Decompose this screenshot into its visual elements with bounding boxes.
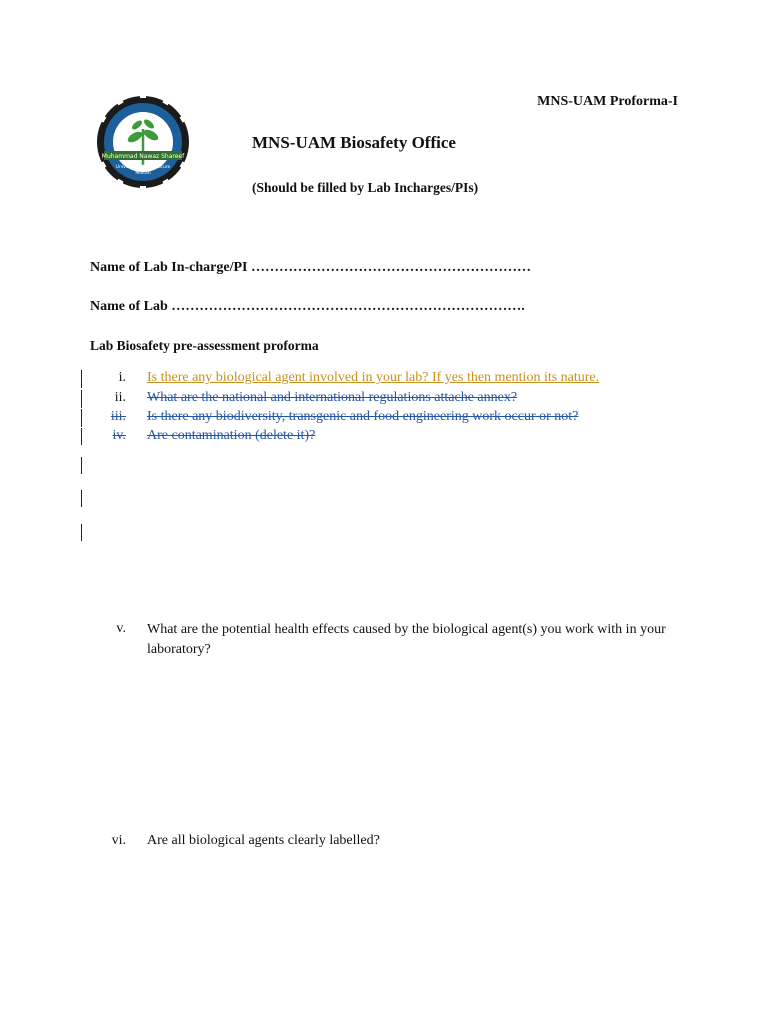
question-text: Is there any biological agent involved in your lab? If yes then mention its nature. (147, 370, 600, 385)
document-code: MNS-UAM Proforma-I (537, 94, 678, 109)
question-number: iii. (110, 409, 126, 424)
question-text: Is there any biodiversity, transgenic and food engineering work occur or not? (147, 409, 579, 424)
question-text: What are the potential health effects caused by the biological agent(s) you work with in your laboratory? (147, 622, 666, 657)
question-text: What are the national and international regulations attache annex? (147, 390, 518, 405)
university-logo (90, 93, 196, 191)
question-text: Are contamination (delete it)? (147, 428, 316, 443)
change-bar (81, 370, 82, 388)
change-bar (81, 490, 82, 507)
change-bar (81, 428, 82, 445)
university-seal-icon (90, 93, 196, 191)
change-bar (81, 409, 82, 427)
logo-city-text: Multan (135, 171, 151, 176)
question-text: Are all biological agents clearly labelled? (147, 833, 380, 848)
question-number: vi. (111, 833, 126, 848)
question-number: ii. (114, 390, 126, 405)
logo-banner-text: Muhammad Nawaz Shareef (101, 153, 185, 160)
lab-name-field: Name of Lab …………………………………………………………………. (90, 299, 525, 314)
office-title: MNS-UAM Biosafety Office (252, 133, 456, 152)
question-number: v. (116, 621, 126, 636)
section-heading: Lab Biosafety pre-assessment proforma (90, 338, 319, 353)
change-bar (81, 390, 82, 408)
lab-incharge-field: Name of Lab In-charge/PI …………………………………………………… (90, 260, 531, 275)
question-number: i. (118, 370, 126, 385)
fill-instruction: (Should be filled by Lab Incharges/PIs) (252, 180, 479, 195)
change-bar (81, 524, 82, 541)
logo-sub-text: University of Agriculture (115, 165, 171, 170)
change-bar (81, 457, 82, 474)
question-number: iv. (112, 428, 126, 443)
